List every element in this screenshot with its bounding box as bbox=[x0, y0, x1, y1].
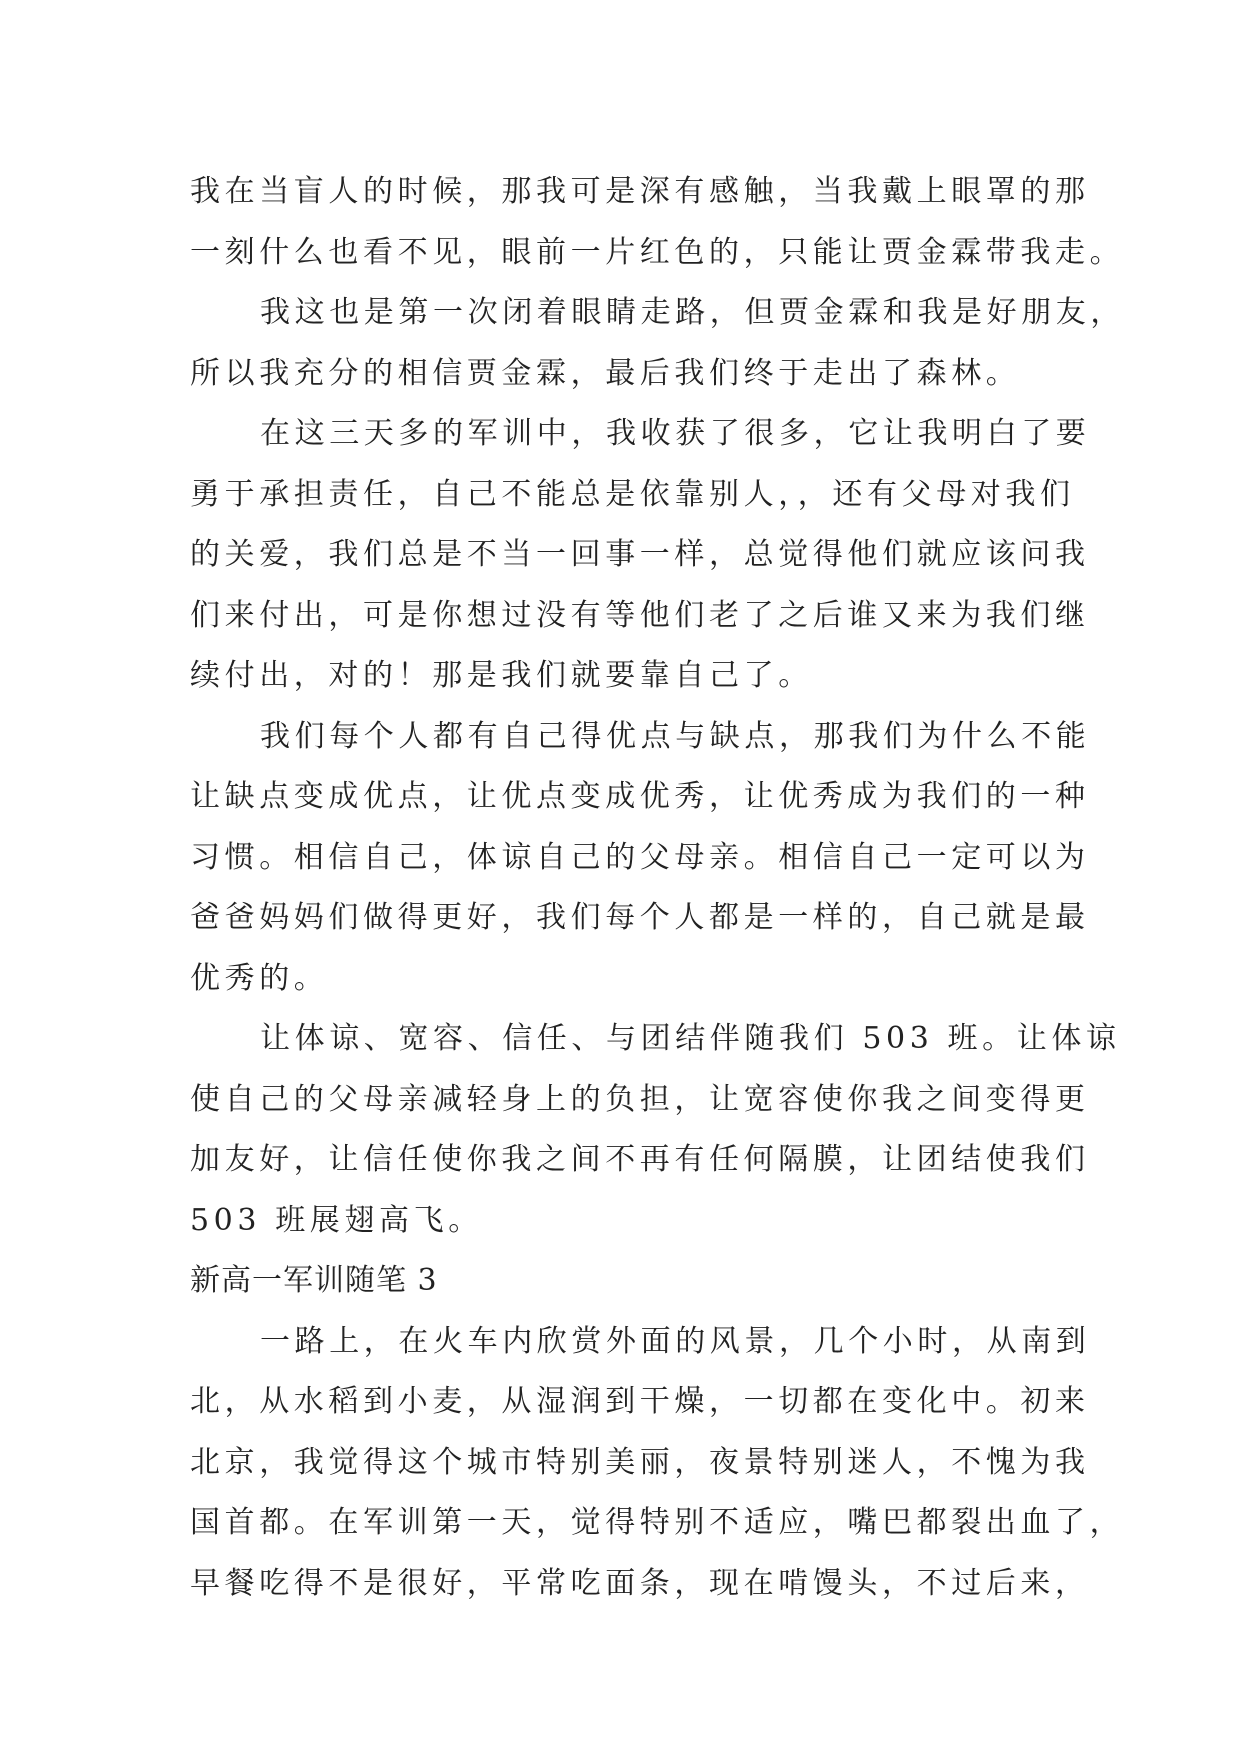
paragraph-first-line: 让体谅、宽容、信任、与团结伴随我们 503 班。让体谅 bbox=[260, 1021, 1121, 1056]
text-line: 习惯。相信自己，体谅自己的父母亲。相信自己一定可以为 bbox=[190, 839, 1090, 875]
text-line: 早餐吃得不是很好，平常吃面条，现在啃馒头，不过后来， bbox=[190, 1565, 1090, 1601]
text-line: 的关爱，我们总是不当一回事一样，总觉得他们就应该问我 bbox=[190, 537, 1090, 572]
paragraph-first-line: 在这三天多的军训中，我收获了很多，它让我明白了要 bbox=[260, 416, 1091, 451]
paragraph-first-line: 我这也是第一次闭着眼睛走路，但贾金霖和我是好朋友， bbox=[260, 295, 1125, 330]
text-line: 所以我充分的相信贾金霖，最后我们终于走出了森林。 bbox=[190, 355, 1021, 391]
text-line: 国首都。在军训第一天，觉得特别不适应，嘴巴都裂出血了， bbox=[190, 1505, 1125, 1540]
document-body bbox=[190, 162, 1125, 1614]
text-line: 加友好，让信任使你我之间不再有任何隔膜，让团结使我们 bbox=[190, 1142, 1090, 1177]
text-line: 让缺点变成优点，让优点变成优秀，让优秀成为我们的一种 bbox=[190, 779, 1090, 814]
text-line: 一刻什么也看不见，眼前一片红色的，只能让贾金霖带我走。 bbox=[190, 234, 1125, 270]
text-line: 们来付出，可是你想过没有等他们老了之后谁又来为我们继 bbox=[190, 597, 1090, 633]
text-line: 优秀的。 bbox=[190, 960, 329, 996]
text-line: 北京，我觉得这个城市特别美丽，夜景特别迷人，不愧为我 bbox=[190, 1444, 1090, 1480]
paragraph-first-line: 一路上，在火车内欣赏外面的风景，几个小时，从南到 bbox=[260, 1323, 1091, 1359]
text-line: 勇于承担责任，自己不能总是依靠别人，，还有父母对我们 bbox=[190, 476, 1075, 512]
text-line: 503 班展翅高飞。 bbox=[190, 1202, 483, 1238]
text-line: 北，从水稻到小麦，从湿润到干燥，一切都在变化中。初来 bbox=[190, 1384, 1090, 1419]
text-line: 续付出，对的！那是我们就要靠自己了。 bbox=[190, 658, 813, 693]
text-line: 我在当盲人的时候，那我可是深有感触，当我戴上眼罩的那 bbox=[190, 174, 1090, 209]
text-line: 爸爸妈妈们做得更好，我们每个人都是一样的，自己就是最 bbox=[190, 900, 1090, 935]
text-line: 使自己的父母亲减轻身上的负担，让宽容使你我之间变得更 bbox=[190, 1081, 1090, 1117]
paragraph-first-line: 我们每个人都有自己得优点与缺点，那我们为什么不能 bbox=[260, 718, 1091, 754]
section-heading: 新高一军训随笔 3 bbox=[190, 1263, 438, 1298]
